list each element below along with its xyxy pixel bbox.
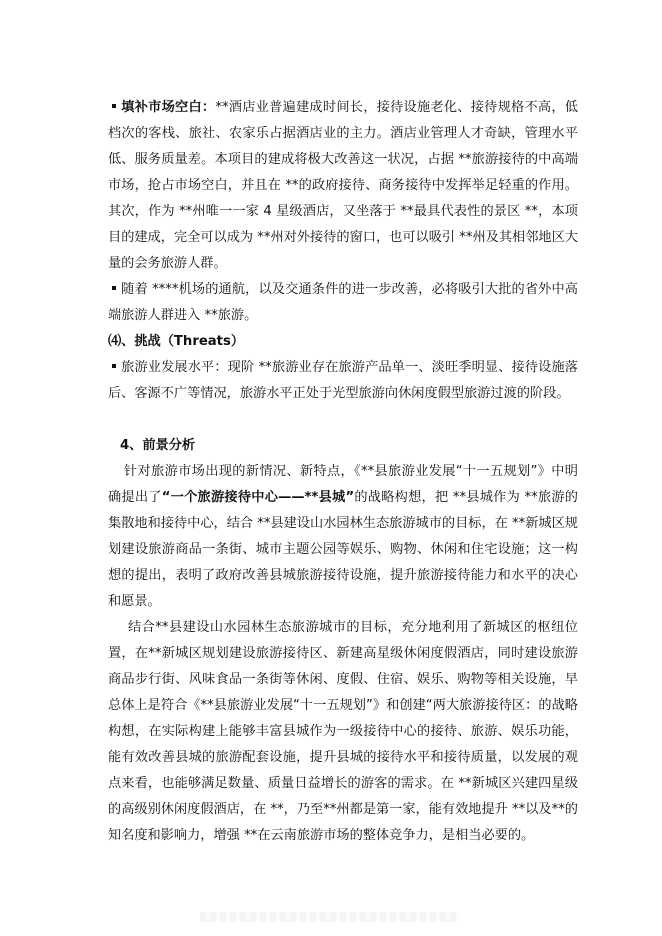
scan-artifact bbox=[200, 912, 460, 922]
outlook-paragraph-2: 结合**县建设山水园林生态旅游城市的目标，充分地利用了新城区的枢纽位置，在**新城区规划建设旅游接待区、新建高星级休闲度假酒店，同时建设旅游商品步行街、风味食品一条街等休闲、度假、住宿、娱乐、购物等相关设施，早总体上是符合《**县旅游业发展“十一五规划”》和创建“两大旅游接待区：的战略构想，在实际构建上能够丰富县城作为一级接待中心的接待、旅游、娱乐功能，能有效改善县城的旅游配套设施，提升县城的接待水平和接待质量，以发展的观点来看，也能够满足数量、质量日益增长的游客的需求。在 **新城区兴建四星级的高级别休闲度假酒店，在 **，乃至**州都是第一家，能有效地提升 **以及**的知名度和影响力，增强 **在云南旅游市场的整体竞争力，是相当必要的。 bbox=[108, 620, 578, 843]
outlook-heading: 4、前景分析 bbox=[120, 438, 196, 453]
opportunity-2-text: 随着 ****机场的通航，以及交通条件的进一步改善，必将吸引大批的省外中高端旅游人群进入 **旅游。 bbox=[108, 282, 578, 323]
bullet-icon bbox=[112, 286, 116, 290]
threats-heading: ⑷、挑战（Threats） bbox=[108, 334, 245, 349]
opportunity-1-text: **酒店业普遍建成时间长，接待设施老化、接待规格不高，低档次的客栈、旅社、农家乐占据酒店业的主力。酒店业管理人才奇缺，管理水平低、服务质量差。本项目的建成将极大改善这一状况，占据 **旅游接待的中高端市场，抢占市场空白，并且在 **的政府接待、商务接待中发挥举足轻重的作用。其次，作为 **州唯一一家 4 星级酒店，又坐落于 **最具代表性的景区 **，本项目的建成，完全可以成为 **州对外接待的窗口，也可以吸引 **州及其相邻地区大量的会务旅游人群。 bbox=[108, 100, 578, 271]
threat-1-text: 旅游业发展水平：现阶 **旅游业存在旅游产品单一、淡旺季明显、接待设施落后、客源不广等情况，旅游水平正处于光型旅游向休闲度假型旅游过渡的阶段。 bbox=[108, 360, 578, 401]
opportunity-1-lead: 填补市场空白： bbox=[121, 100, 216, 115]
outlook-p1-part2: 的战略构想，把 **县城作为 **旅游的集散地和接待中心，结合 **县建设山水园林生态旅游城市的目标，在 **新城区规划建设旅游商品一条街、城市主题公园等娱乐、购物、休闲和住宅设施；这一构想的提出，表明了政府改善县城旅游接待设施，提升旅游接待能力和水平的决心和愿景。 bbox=[108, 490, 578, 609]
opportunity-airport bbox=[108, 277, 578, 329]
outlook-p1-bold: “一个旅游接待中心——**县城” bbox=[161, 490, 355, 505]
outlook-paragraph-1 bbox=[108, 459, 578, 615]
bullet-icon bbox=[112, 104, 116, 108]
opportunity-fill-market-gap bbox=[108, 95, 578, 277]
bullet-icon bbox=[112, 364, 116, 368]
threat-tourism-level bbox=[108, 355, 578, 407]
outlook-p1-part1: 针对旅游市场出现的新情况、新特点，《**县旅游业发展“十一五规划”》中明确提出了 bbox=[108, 464, 578, 505]
